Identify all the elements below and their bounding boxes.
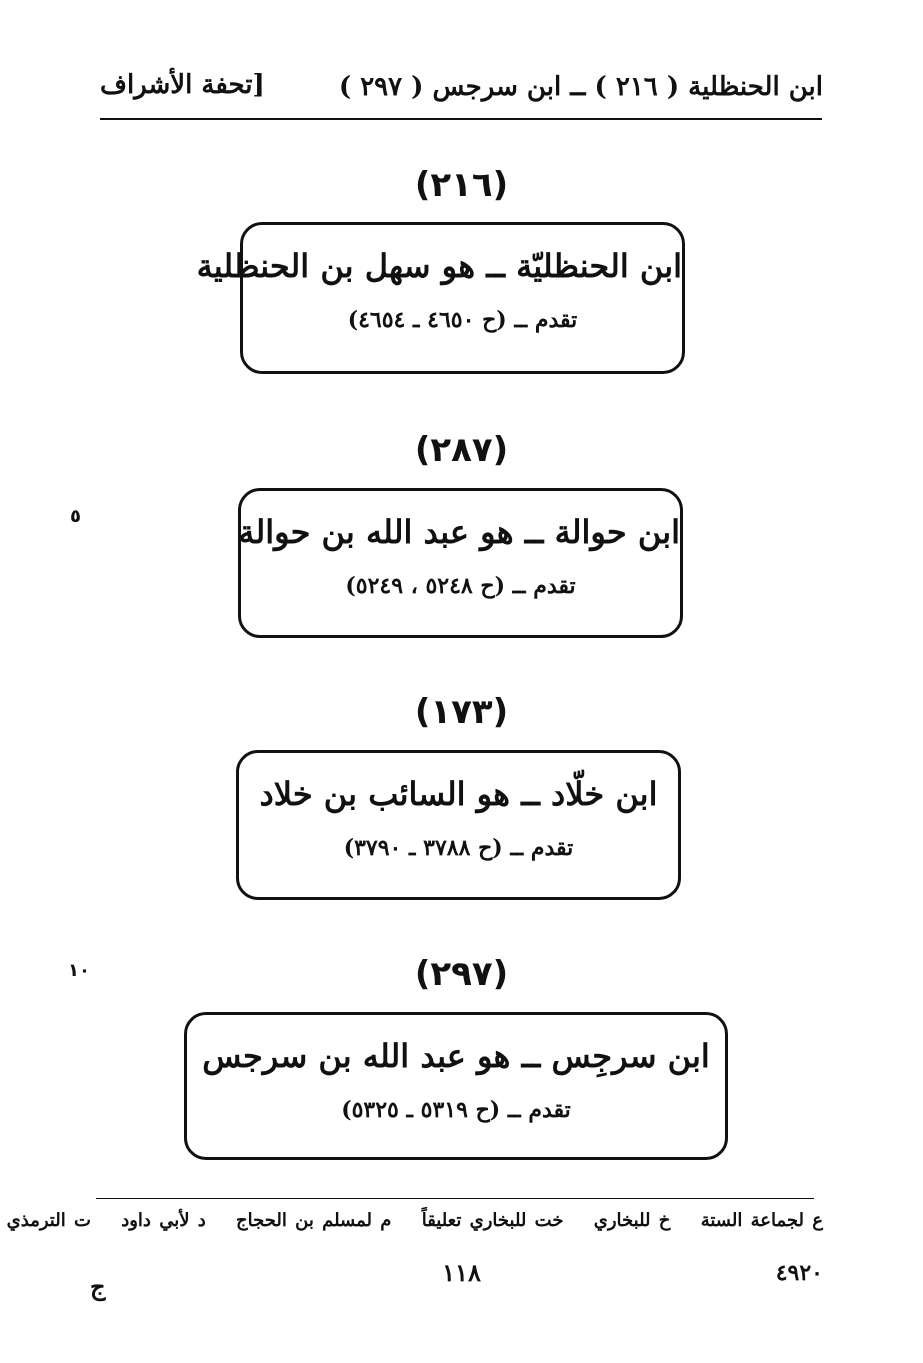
footer-rule [96,1198,814,1199]
entry-box [184,1012,728,1160]
abbreviation: م لمسلم بن الحجاج [236,1210,392,1231]
entry-title: ابن حوالة ــ هو عبد الله بن حوالة [238,513,680,551]
margin-line-mark: ١٠ [68,960,90,981]
signature-mark: ج [90,1272,106,1301]
entry-box [236,750,681,900]
entry-number: (٢٨٧) [414,430,509,470]
book-title: [تحفة الأشراف [100,70,265,100]
entry-reference: تقدم ــ (ح ٥٣١٩ ـ ٥٣٢٥) [341,1097,571,1123]
entry-number: (٢٩٧) [414,954,509,994]
entry-reference: تقدم ــ (ح ٤٦٥٠ ـ ٤٦٥٤) [347,307,578,333]
margin-line-mark: ٥ [70,506,81,527]
header-rule [100,118,822,120]
entry-box [238,488,683,638]
entry-reference: تقدم ــ (ح ٥٢٤٨ ، ٥٢٤٩) [345,573,576,599]
entry-number: (٢١٦) [414,165,509,205]
entry-number: (١٧٣) [414,692,509,732]
abbreviation: ت الترمذي [6,1210,91,1231]
abbreviation-key [0,1210,823,1231]
abbreviation: خ للبخاري [593,1210,671,1231]
entry-title: ابن الحنظليّة ــ هو سهل بن الحنظلية [196,247,682,285]
page-number: ١١٨ [442,1258,481,1287]
entry-box [196,222,685,374]
entry-reference: تقدم ــ (ح ٣٧٨٨ ـ ٣٧٩٠) [343,835,574,861]
reference-number: ٤٩٢٠ [775,1260,823,1286]
entry-title: ابن خلّاد ــ هو السائب بن خلاد [259,775,658,813]
running-title: ابن الحنظلية ( ٢١٦ ) ــ ابن سرجس ( ٢٩٧ ) [338,72,823,102]
abbreviation: د لأبي داود [121,1210,206,1231]
abbreviation: خت للبخاري تعليقاً [421,1210,564,1231]
entry-title: ابن سرجِس ــ هو عبد الله بن سرجس [202,1037,710,1075]
abbreviation: ع لجماعة الستة [700,1210,823,1231]
